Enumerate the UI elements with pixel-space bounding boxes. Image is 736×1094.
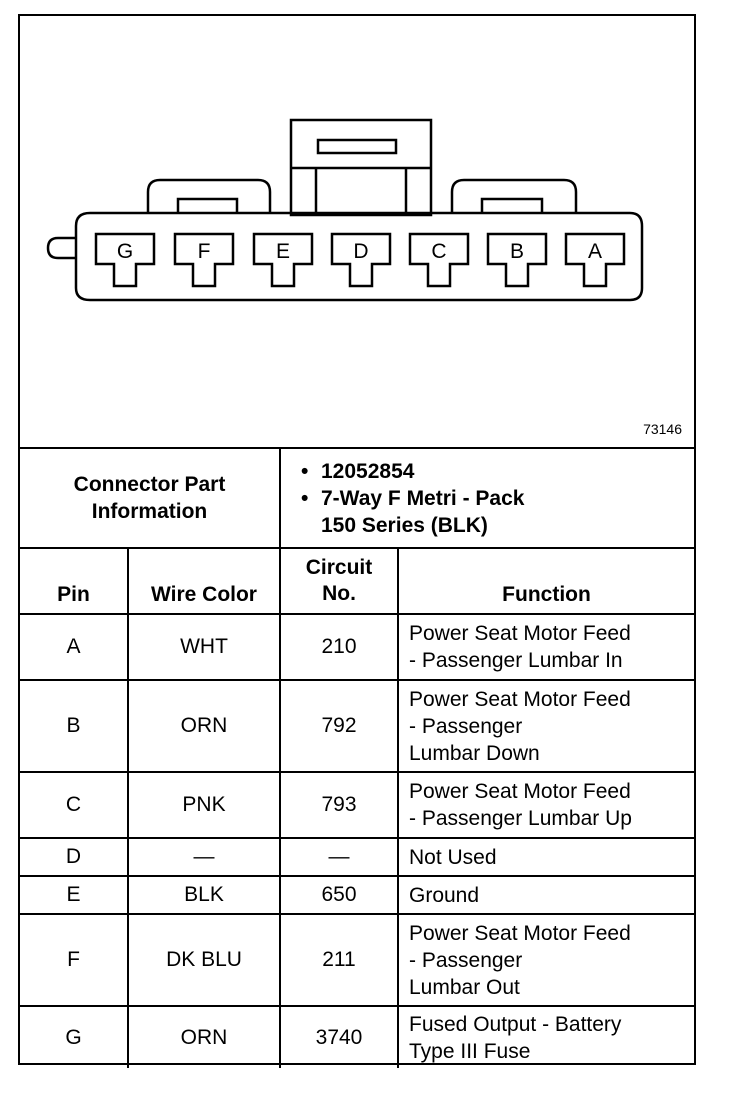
- connector-info-values: [280, 448, 694, 548]
- part-number: • 12052854: [321, 458, 694, 485]
- pin-row: [20, 876, 694, 914]
- wire-color-cell: DK BLU: [128, 914, 280, 1006]
- pin-letter: E: [275, 240, 291, 263]
- connector-description-line2: 150 Series (BLK): [321, 513, 488, 537]
- connector-info-label: [20, 448, 280, 548]
- pin-cavity-d: [332, 234, 390, 286]
- function-line: Power Seat Motor Feed: [409, 687, 631, 711]
- pin-header: Pin: [20, 548, 128, 614]
- pin-letter: B: [509, 240, 525, 263]
- circuit-cell: —: [280, 838, 398, 876]
- wire-color-cell: WHT: [128, 614, 280, 680]
- pin-row: [20, 680, 694, 772]
- pin-cavity-f: [175, 234, 233, 286]
- function-line: - Passenger Lumbar In: [409, 649, 623, 672]
- function-cell: [398, 1006, 694, 1068]
- connector-description: [321, 485, 694, 539]
- function-line: Power Seat Motor Feed: [409, 921, 631, 945]
- function-line: Power Seat Motor Feed: [409, 622, 631, 645]
- circuit-cell: 211: [280, 914, 398, 1006]
- diagram-frame: [18, 14, 696, 1065]
- connector-info-label-line2: Information: [91, 500, 208, 523]
- pin-letter: C: [431, 240, 447, 263]
- circuit-cell: 3740: [280, 1006, 398, 1068]
- function-cell: [398, 838, 694, 876]
- function-line: Not Used: [409, 845, 497, 869]
- wire-color-cell: BLK: [128, 876, 280, 914]
- pin-row: [20, 614, 694, 680]
- circuit-cell: 792: [280, 680, 398, 772]
- connector-nub: [48, 238, 76, 258]
- pin-row: [20, 1006, 694, 1068]
- connector-description-line1: 7-Way F Metri - Pack: [321, 486, 525, 510]
- function-cell: [398, 876, 694, 914]
- wire-color-cell: PNK: [128, 772, 280, 838]
- pin-cell: A: [20, 614, 128, 680]
- connector-info-label-line1: Connector Part: [73, 473, 226, 496]
- function-line: Lumbar Down: [409, 741, 540, 765]
- connector-svg: [20, 16, 694, 447]
- pin-cavity-a: [566, 234, 624, 286]
- function-line: - Passenger: [409, 948, 523, 972]
- connector-drawing: [20, 16, 694, 447]
- pin-cell: F: [20, 914, 128, 1006]
- pin-letter: G: [116, 240, 134, 263]
- pin-row: [20, 914, 694, 1006]
- pinout-table: [20, 447, 694, 1068]
- function-line: Power Seat Motor Feed: [409, 780, 631, 803]
- wire-color-header: Wire Color: [128, 548, 280, 614]
- pin-cell: C: [20, 772, 128, 838]
- pin-letter: A: [587, 240, 603, 263]
- header-row: [20, 548, 694, 614]
- latch-slot: [318, 140, 396, 153]
- function-line: - Passenger: [409, 714, 523, 738]
- function-line: Ground: [409, 883, 480, 907]
- function-line: - Passenger Lumbar Up: [409, 807, 632, 830]
- function-line: Lumbar Out: [409, 975, 520, 999]
- function-header: Function: [398, 548, 694, 614]
- pin-letter: D: [353, 240, 369, 263]
- function-cell: [398, 614, 694, 680]
- connector-info-row: [20, 448, 694, 548]
- pin-cell: D: [20, 838, 128, 876]
- figure-id: 73146: [643, 421, 682, 437]
- circuit-header-line2: No.: [322, 582, 356, 605]
- pin-cavity-c: [410, 234, 468, 286]
- pin-cavity-g: [96, 234, 154, 286]
- left-bump: [148, 180, 270, 213]
- wire-color-cell: —: [128, 838, 280, 876]
- wire-color-cell: ORN: [128, 680, 280, 772]
- circuit-cell: 650: [280, 876, 398, 914]
- pin-row: [20, 772, 694, 838]
- function-cell: [398, 680, 694, 772]
- wire-color-cell: ORN: [128, 1006, 280, 1068]
- function-line: Type III Fuse: [409, 1039, 531, 1063]
- pin-cavity-b: [488, 234, 546, 286]
- right-bump: [452, 180, 576, 213]
- pin-letter: F: [197, 240, 211, 263]
- pin-cell: B: [20, 680, 128, 772]
- circuit-cell: 210: [280, 614, 398, 680]
- circuit-cell: 793: [280, 772, 398, 838]
- function-line: Fused Output - Battery: [409, 1012, 622, 1036]
- pin-cell: G: [20, 1006, 128, 1068]
- circuit-header: [280, 548, 398, 614]
- circuit-header-line1: Circuit: [305, 556, 373, 579]
- pin-cavity-e: [254, 234, 312, 286]
- pin-cell: E: [20, 876, 128, 914]
- function-cell: [398, 772, 694, 838]
- function-cell: [398, 914, 694, 1006]
- pin-row: [20, 838, 694, 876]
